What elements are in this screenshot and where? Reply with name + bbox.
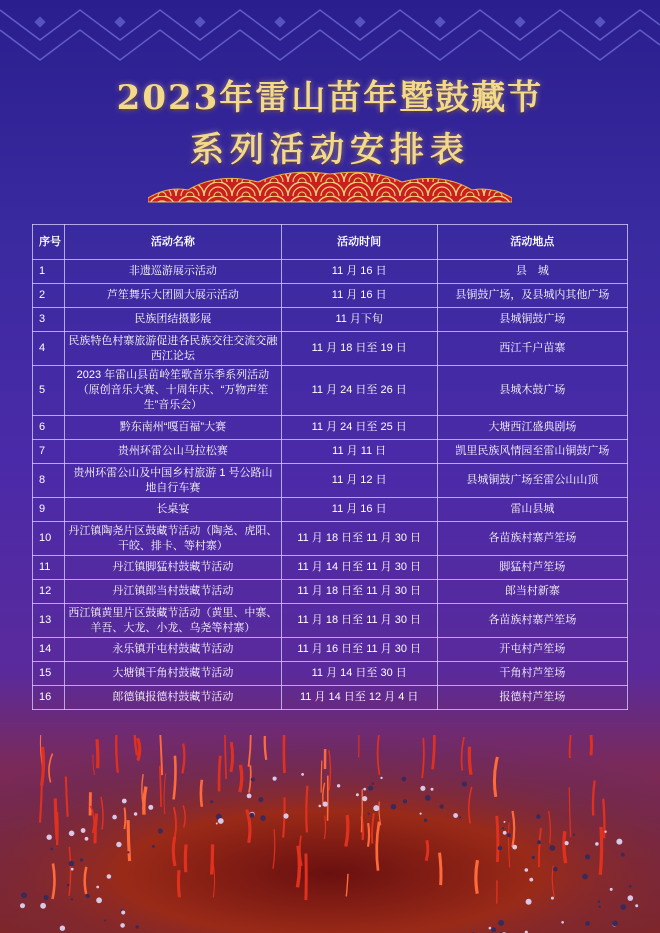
dancer-icon <box>81 828 86 833</box>
dancer-icon <box>440 804 444 808</box>
dancer-icon <box>96 886 99 889</box>
table-row <box>33 686 628 710</box>
red-flag-icon <box>128 820 129 861</box>
red-flag-icon <box>95 814 97 844</box>
row-no: 4 <box>33 332 65 366</box>
row-activity-place: 雷山县城 <box>437 498 627 522</box>
red-flag-icon <box>306 786 307 833</box>
header-no: 序号 <box>33 225 65 260</box>
row-activity-name: 民族特色村寨旅游促进各民族交往交流交融西江论坛 <box>65 332 281 366</box>
table-row <box>33 638 628 662</box>
dancer-icon <box>553 867 558 872</box>
dancer-icon <box>134 812 137 815</box>
row-activity-place: 干角村芦笙场 <box>437 662 627 686</box>
row-activity-name: 长桌宴 <box>65 498 281 522</box>
dancer-icon <box>319 805 322 808</box>
row-activity-name: 郎德镇报德村鼓藏节活动 <box>65 686 281 710</box>
dancer-icon <box>616 839 622 845</box>
dancer-icon <box>107 874 112 879</box>
dancer-icon <box>425 795 431 801</box>
row-activity-time: 11 月 18 日至 11 月 30 日 <box>281 604 437 638</box>
dancer-icon <box>610 888 613 891</box>
dancer-icon <box>628 895 634 901</box>
dancer-icon <box>69 831 75 837</box>
row-activity-place: 县城铜鼓广场 <box>437 308 627 332</box>
dancer-icon <box>372 782 375 785</box>
dancer-icon <box>71 868 74 871</box>
dancer-icon <box>258 797 263 802</box>
row-no: 10 <box>33 522 65 556</box>
dancer-icon <box>69 861 75 867</box>
row-no: 16 <box>33 686 65 710</box>
dancer-icon <box>402 777 407 782</box>
dancer-icon <box>431 788 434 791</box>
row-activity-name: 2023 年雷山县苗岭笙歌音乐季系列活动（原创音乐大赛、十周年庆、“万物声笙生”音乐会） <box>65 366 281 416</box>
dancer-icon <box>362 796 367 801</box>
row-activity-time: 11 月 14 日至 11 月 30 日 <box>281 556 437 580</box>
dancer-icon <box>491 927 496 932</box>
row-activity-name: 芦笙舞乐大团圆大展示活动 <box>65 284 281 308</box>
dancer-icon <box>536 814 541 819</box>
dancer-icon <box>537 840 541 844</box>
red-flag-icon <box>497 816 498 862</box>
table-row <box>33 662 628 686</box>
dancer-icon <box>598 900 601 903</box>
red-flag-icon <box>42 747 44 786</box>
row-activity-time: 11 月 16 日至 11 月 30 日 <box>281 638 437 662</box>
row-activity-place: 西江千户苗寨 <box>437 332 627 366</box>
dancer-icon <box>323 802 328 807</box>
row-no: 9 <box>33 498 65 522</box>
dancer-icon <box>453 813 458 818</box>
title-line-1: 2023年雷山苗年暨鼓藏节 <box>116 78 544 118</box>
row-activity-time: 11 月下旬 <box>281 308 437 332</box>
row-activity-place: 各苗族村寨芦笙场 <box>437 604 627 638</box>
dancer-icon <box>420 813 422 815</box>
red-flag-icon <box>603 799 604 839</box>
dancer-icon <box>85 837 89 841</box>
dancer-icon <box>20 903 25 908</box>
red-flag-icon <box>231 742 233 772</box>
dancer-icon <box>216 823 218 825</box>
dancer-icon <box>526 899 532 905</box>
red-flag-icon <box>178 870 179 897</box>
red-flag-icon <box>440 853 441 885</box>
dancer-icon <box>67 884 70 887</box>
dancer-icon <box>158 828 163 833</box>
row-activity-place: 县城木鼓广场 <box>437 366 627 416</box>
table-row <box>33 498 628 522</box>
dancer-icon <box>368 813 370 815</box>
dancer-icon <box>86 894 90 898</box>
dancer-icon <box>152 845 155 848</box>
dancer-icon <box>368 786 373 791</box>
dancer-icon <box>337 784 340 787</box>
row-activity-place: 各苗族村寨芦笙场 <box>437 522 627 556</box>
row-activity-place: 县城铜鼓广场至雷公山山顶 <box>437 464 627 498</box>
row-activity-time: 11 月 16 日 <box>281 498 437 522</box>
dancer-icon <box>604 831 606 833</box>
dancer-icon <box>60 926 65 931</box>
dancer-icon <box>127 851 129 853</box>
dancer-icon <box>629 885 632 888</box>
dancer-icon <box>565 841 569 845</box>
dancer-icon <box>301 773 304 776</box>
dancer-icon <box>489 927 492 930</box>
title-line-2: 系列活动安排表 <box>190 130 470 170</box>
row-activity-time: 11 月 24 日至 25 日 <box>281 416 437 440</box>
red-flag-icon <box>426 840 428 860</box>
row-activity-name: 贵州环雷公山马拉松赛 <box>65 440 281 464</box>
dancer-icon <box>585 854 590 859</box>
red-flag-icon <box>476 860 478 893</box>
dancer-icon <box>247 794 252 799</box>
dancer-icon <box>116 842 121 847</box>
dancer-icon <box>621 853 625 857</box>
dancer-icon <box>391 804 397 810</box>
row-activity-place: 郎当村新寨 <box>437 580 627 604</box>
red-flag-icon <box>212 844 213 874</box>
dancer-icon <box>502 827 504 829</box>
dancer-icon <box>21 892 27 898</box>
dancer-icon <box>635 904 638 907</box>
row-no: 13 <box>33 604 65 638</box>
dancer-icon <box>251 778 255 782</box>
dancer-icon <box>582 874 588 880</box>
dancer-icon <box>210 800 213 803</box>
header-activity-time: 活动时间 <box>281 225 437 260</box>
row-activity-time: 11 月 14 日至 30 日 <box>281 662 437 686</box>
dancer-icon <box>50 848 53 851</box>
dancer-icon <box>532 856 535 859</box>
dancer-icon <box>122 799 127 804</box>
row-activity-name: 黔东南州“嘎百福”大赛 <box>65 416 281 440</box>
red-flag-icon <box>97 739 98 768</box>
row-activity-name: 非遗巡游展示活动 <box>65 260 281 284</box>
row-activity-time: 11 月 16 日 <box>281 260 437 284</box>
dancer-icon <box>260 815 266 821</box>
red-flag-icon <box>201 780 202 807</box>
dancer-icon <box>44 895 49 900</box>
dancer-icon <box>620 904 626 910</box>
dancer-icon <box>549 845 555 851</box>
row-activity-name: 西江镇黄里片区鼓藏节活动（黄里、中寨、羊吾、大龙、小龙、乌尧等村寨） <box>65 604 281 638</box>
row-no: 5 <box>33 366 65 416</box>
dancer-icon <box>525 868 529 872</box>
dancer-icon <box>612 921 618 927</box>
dancer-icon <box>121 911 125 915</box>
row-no: 11 <box>33 556 65 580</box>
row-activity-time: 11 月 24 日至 26 日 <box>281 366 437 416</box>
dancer-icon <box>498 920 504 926</box>
row-activity-time: 11 月 16 日 <box>281 284 437 308</box>
dancer-icon <box>424 819 428 823</box>
row-activity-time: 11 月 18 日至 11 月 30 日 <box>281 522 437 556</box>
red-flag-icon <box>173 837 175 866</box>
dancer-icon <box>80 858 83 861</box>
row-activity-place: 报德村芦笙场 <box>437 686 627 710</box>
dancer-icon <box>71 898 73 900</box>
dancer-icon <box>120 923 125 928</box>
table-row <box>33 522 628 556</box>
dancer-icon <box>218 818 224 824</box>
red-flag-icon <box>368 823 369 847</box>
dancer-icon <box>249 813 254 818</box>
dancer-icon <box>585 921 590 926</box>
dancer-icon <box>96 897 102 903</box>
red-flag-icon <box>600 827 601 875</box>
row-no: 3 <box>33 308 65 332</box>
red-flag-icon <box>219 756 220 792</box>
dancer-icon <box>504 821 506 823</box>
table-row <box>33 308 628 332</box>
row-activity-name: 丹江镇脚猛村鼓藏节活动 <box>65 556 281 580</box>
dancer-icon <box>507 833 511 837</box>
row-activity-time: 11 月 18 日至 11 月 30 日 <box>281 580 437 604</box>
table-row <box>33 440 628 464</box>
wave-ornament-icon <box>148 168 512 204</box>
dancer-icon <box>512 845 517 850</box>
row-no: 1 <box>33 260 65 284</box>
red-flag-icon <box>469 747 471 775</box>
dancer-icon <box>283 813 288 818</box>
red-flag-icon <box>124 808 125 830</box>
dancer-icon <box>373 805 379 811</box>
dancer-icon <box>459 816 461 818</box>
table-row <box>33 416 628 440</box>
table-row <box>33 366 628 416</box>
row-activity-place: 凯里民族风情园至雷山铜鼓广场 <box>437 440 627 464</box>
table-row <box>33 260 628 284</box>
row-no: 12 <box>33 580 65 604</box>
dancer-icon <box>47 835 52 840</box>
row-activity-name: 丹江镇陶尧片区鼓藏节活动（陶尧、虎阳、干皎、排卡、等村寨） <box>65 522 281 556</box>
dancer-icon <box>503 831 507 835</box>
row-activity-time: 11 月 11 日 <box>281 440 437 464</box>
row-activity-name: 贵州环雷公山及中国乡村旅游 1 号公路山地自行车赛 <box>65 464 281 498</box>
red-flag-icon <box>185 845 186 873</box>
red-flag-icon <box>240 765 242 792</box>
row-no: 6 <box>33 416 65 440</box>
dancer-icon <box>112 815 117 820</box>
table-header-row <box>33 225 628 260</box>
dancer-icon <box>462 781 467 786</box>
header-activity-place: 活动地点 <box>437 225 627 260</box>
header-activity-name: 活动名称 <box>65 225 281 260</box>
miao-embroidery-pattern <box>0 0 660 70</box>
red-flag-icon <box>55 798 57 839</box>
row-activity-time: 11 月 18 日至 19 日 <box>281 332 437 366</box>
row-activity-place: 大塘西江盛典剧场 <box>437 416 627 440</box>
row-activity-time: 11 月 14 日至 12 月 4 日 <box>281 686 437 710</box>
dancer-icon <box>363 788 366 791</box>
dancer-icon <box>529 878 533 882</box>
red-flag-icon <box>284 735 285 773</box>
dancer-icon <box>595 842 599 846</box>
row-activity-name: 民族团结摄影展 <box>65 308 281 332</box>
dancer-icon <box>561 921 564 924</box>
dancer-icon <box>356 793 359 796</box>
dancer-icon <box>273 777 277 781</box>
table-row <box>33 556 628 580</box>
dancer-icon <box>498 846 502 850</box>
row-activity-name: 大塘镇干角村鼓藏节活动 <box>65 662 281 686</box>
dancer-icon <box>551 897 554 900</box>
schedule-table <box>32 224 628 710</box>
dancer-icon <box>148 805 153 810</box>
festival-crowd-image <box>0 735 660 933</box>
dancer-icon <box>598 906 600 908</box>
row-activity-time: 11 月 12 日 <box>281 464 437 498</box>
dancer-icon <box>420 786 425 791</box>
table-row <box>33 464 628 498</box>
red-flag-icon <box>564 831 566 863</box>
dancer-icon <box>403 799 407 803</box>
red-flag-icon <box>321 761 322 793</box>
dancer-icon <box>573 834 575 836</box>
row-no: 8 <box>33 464 65 498</box>
table-row <box>33 284 628 308</box>
dancer-icon <box>104 920 106 922</box>
dancer-icon <box>136 925 139 928</box>
row-activity-name: 丹江镇郎当村鼓藏节活动 <box>65 580 281 604</box>
table-row <box>33 332 628 366</box>
red-flag-icon <box>298 846 300 888</box>
row-no: 14 <box>33 638 65 662</box>
row-activity-place: 县 城 <box>437 260 627 284</box>
dancer-icon <box>380 777 382 779</box>
table-row <box>33 604 628 638</box>
row-no: 15 <box>33 662 65 686</box>
row-activity-name: 永乐镇开屯村鼓藏节活动 <box>65 638 281 662</box>
table-row <box>33 580 628 604</box>
row-no: 2 <box>33 284 65 308</box>
row-no: 7 <box>33 440 65 464</box>
row-activity-place: 开屯村芦笙场 <box>437 638 627 662</box>
row-activity-place: 脚猛村芦笙场 <box>437 556 627 580</box>
dancer-icon <box>40 903 46 909</box>
row-activity-place: 县铜鼓广场，及县城内其他广场 <box>437 284 627 308</box>
